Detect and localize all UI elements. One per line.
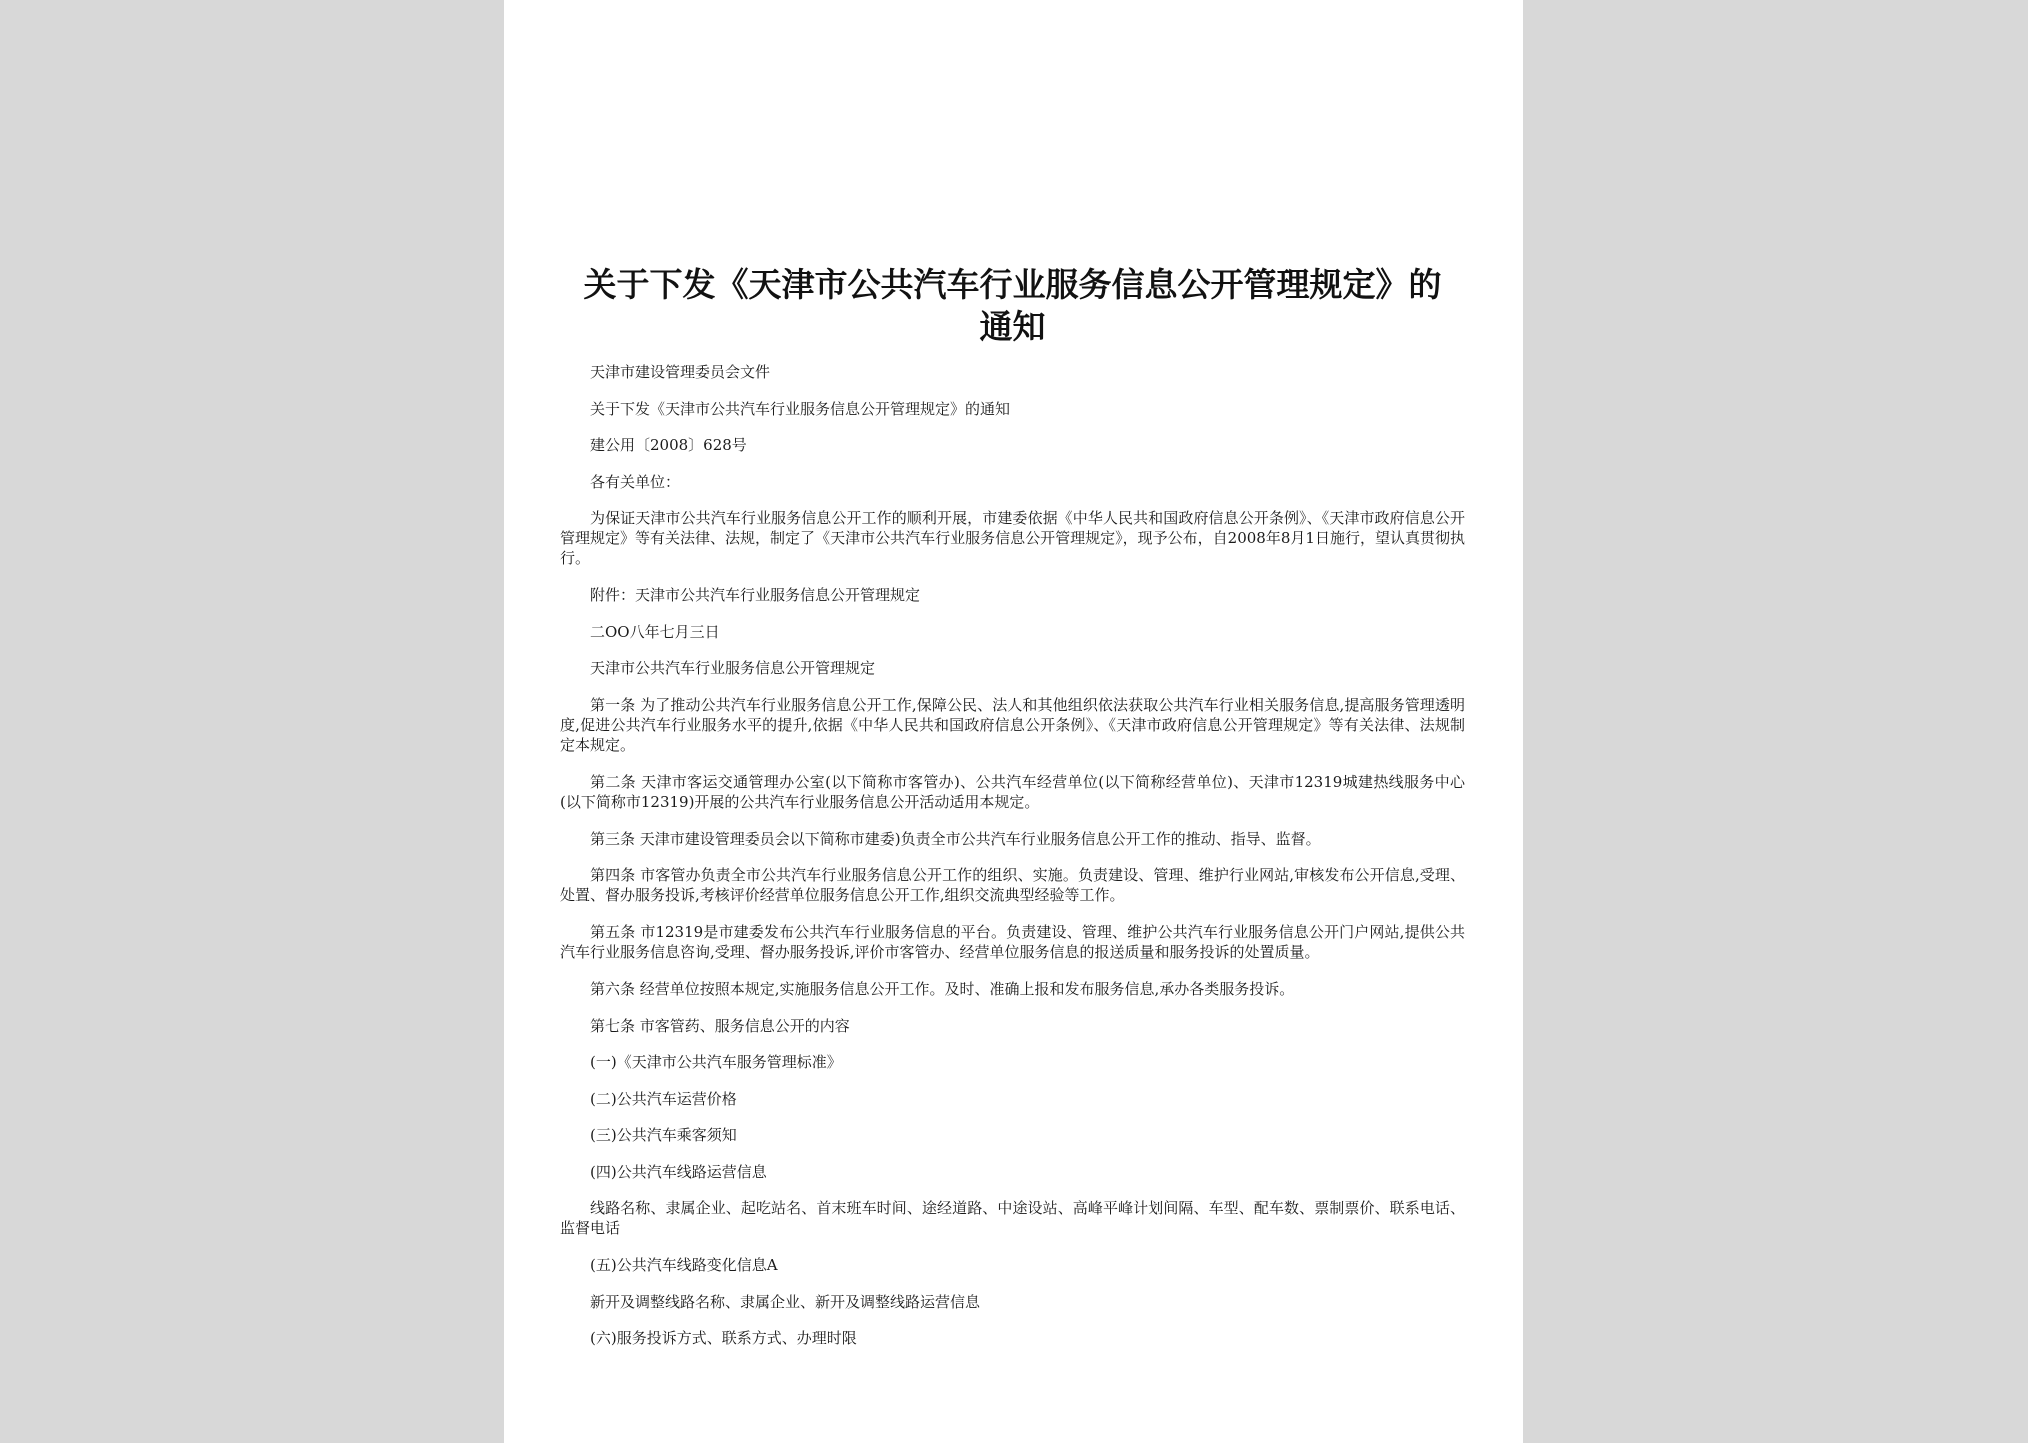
article-7: 第七条 市客管药、服务信息公开的内容 (590, 1016, 850, 1035)
list-item-detail: 新开及调整线路名称、隶属企业、新开及调整线路运营信息 (590, 1292, 981, 1311)
list-item: (四)公共汽车线路运营信息 (590, 1162, 767, 1181)
notice-date: 二OO八年七月三日 (590, 622, 720, 641)
list-item: (六)服务投诉方式、联系方式、办理时限 (590, 1329, 857, 1347)
article-5: 第五条 市12319是市建委发布公共汽车行业服务信息的平台。负责建设、管理、维护公共汽车行业服务信息公开门户网站,提供公共汽车行业服务信息咨询,受理、督办服务投诉,评价市客管办、经营单位服务信息的报送质量和服务投诉的处置质量。 (560, 923, 1465, 961)
notice-subject-line: 关于下发《天津市公共汽车行业服务信息公开管理规定》的通知 (590, 399, 1011, 418)
issuer-line: 天津市建设管理委员会文件 (590, 363, 771, 381)
article-3: 第三条 天津市建设管理委员会以下简称市建委)负责全市公共汽车行业服务信息公开工作的推动、指导、监督。 (590, 829, 1321, 848)
article-4: 第四条 市客管办负责全市公共汽车行业服务信息公开工作的组织、实施。负责建设、管理、维护行业网站,审核发布公开信息,受理、处置、督办服务投诉,考核评价经营单位服务信息公开工作,组织交流典型经验等工作。 (560, 866, 1465, 904)
salutation: 各有关单位： (590, 472, 681, 491)
notice-body-paragraph: 为保证天津市公共汽车行业服务信息公开工作的顺利开展，市建委依据《中华人民共和国政府信息公开条例》、《天津市政府信息公开管理规定》等有关法律、法规，制定了《天津市公共汽车行业服务信息公开管理规定》，现予公布，自2008年8月1日施行，望认真贯彻执行。 (560, 509, 1465, 567)
list-item: (一)《天津市公共汽车服务管理标准》 (590, 1053, 842, 1071)
document-page (504, 0, 1523, 1443)
list-item-detail: 线路名称、隶属企业、起吃站名、首末班车时间、途经道路、中途设站、高峰平峰计划间隔、车型、配车数、票制票价、联系电话、监督电话 (560, 1199, 1465, 1237)
article-6: 第六条 经营单位按照本规定,实施服务信息公开工作。及时、准确上报和发布服务信息,承办各类服务投诉。 (590, 980, 1295, 998)
list-item: (三)公共汽车乘客须知 (590, 1126, 737, 1144)
article-1: 第一条 为了推动公共汽车行业服务信息公开工作,保障公民、法人和其他组织依法获取公共汽车行业相关服务信息,提高服务管理透明度,促进公共汽车行业服务水平的提升,依据《中华人民共和国政府信息公开条例》、《天津市政府信息公开管理规定》等有关法律、法规制定本规定。 (560, 695, 1465, 754)
document-title: 关于下发《天津市公共汽车行业服务信息公开管理规定》的通知 (583, 265, 1442, 346)
regulation-title: 天津市公共汽车行业服务信息公开管理规定 (590, 659, 876, 677)
document-body (560, 362, 1465, 1348)
document-number: 建公用〔2008〕628号 (590, 436, 747, 454)
list-item: (二)公共汽车运营价格 (590, 1089, 737, 1108)
article-2: 第二条 天津市客运交通管理办公室(以下简称市客管办)、公共汽车经营单位(以下简称经营单位)、天津市12319城建热线服务中心(以下简称市12319)开展的公共汽车行业服务信息公开活动适用本规定。 (560, 772, 1465, 811)
attachment-line: 附件：天津市公共汽车行业服务信息公开管理规定 (590, 586, 921, 604)
list-item: (五)公共汽车线路变化信息A (590, 1256, 778, 1274)
